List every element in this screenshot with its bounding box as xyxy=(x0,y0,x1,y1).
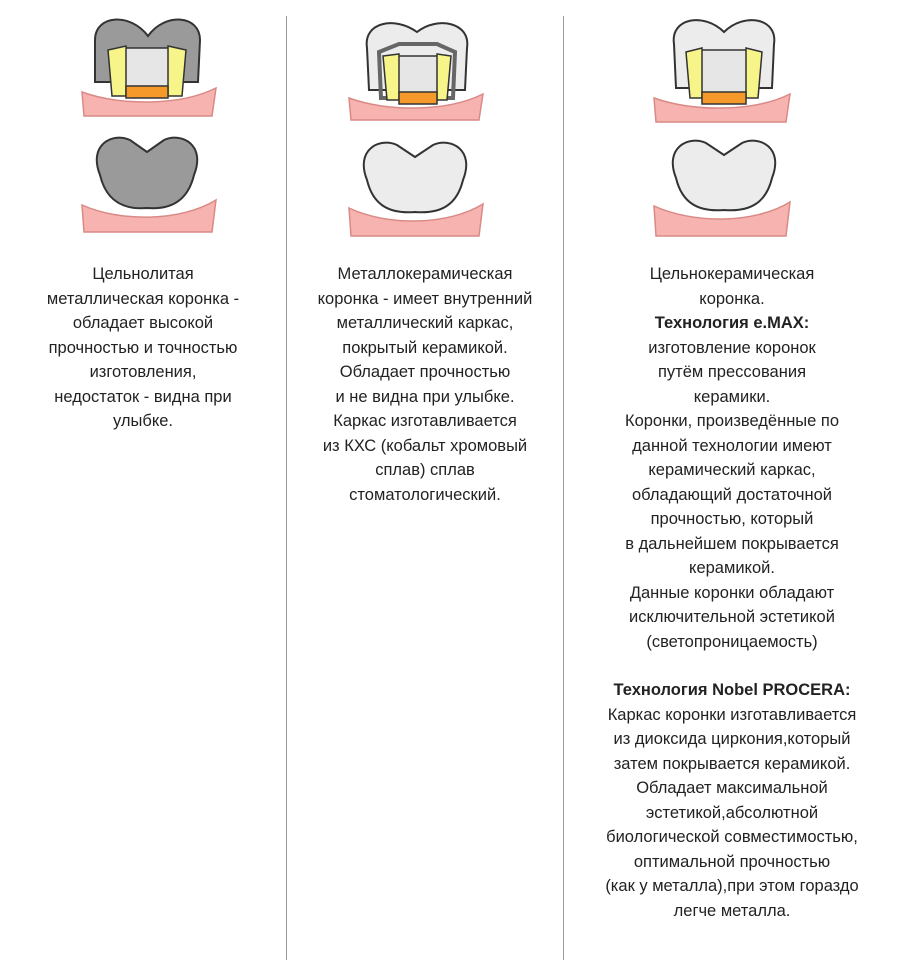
description-line: Металлокерамическая xyxy=(337,265,513,283)
description-line: оптимальной прочностью xyxy=(633,852,831,871)
description-line: стоматологический. xyxy=(349,485,501,504)
description-line: металлическая коронка - xyxy=(46,289,240,308)
description-line: из КХС (кобальт хромовый xyxy=(322,436,528,455)
column-cast-metal xyxy=(0,0,286,960)
description-line: Каркас изготавливается xyxy=(333,412,517,430)
description-line: затем покрывается керамикой. xyxy=(613,754,851,773)
description-line: металлический каркас, xyxy=(336,314,514,332)
description-line: исключительной эстетикой xyxy=(629,608,835,626)
cast-metal-crown-illustration xyxy=(0,0,286,250)
description-line: Коронки, произведённые по xyxy=(624,412,840,430)
description-line: изготовления, xyxy=(89,363,197,381)
description-line: сплав) сплав xyxy=(375,461,475,479)
spacer xyxy=(564,654,900,678)
description-line: улыбке. xyxy=(113,412,173,430)
description-line: прочностью, который xyxy=(650,510,814,528)
procera-heading: Технология Nobel PROCERA: xyxy=(613,681,851,699)
description-line: Цельнолитая xyxy=(92,265,194,283)
description-line: (как у металла),при этом гораздо xyxy=(605,877,859,895)
description-line: керамический каркас, xyxy=(648,461,816,479)
metal-ceramic-crown-illustration xyxy=(287,0,563,250)
all-ceramic-description xyxy=(564,262,900,923)
description-line: Цельнокерамическая xyxy=(649,265,815,283)
description-line: биологической совместимостью, xyxy=(606,828,858,846)
description-line: Обладает максимальной xyxy=(636,779,828,797)
cast-metal-crown-section xyxy=(82,20,216,116)
description-line: коронка. xyxy=(699,289,765,308)
description-line: прочностью и точностью xyxy=(48,338,238,357)
cast-metal-description xyxy=(0,262,286,434)
cast-metal-crown-exterior xyxy=(82,138,216,232)
all-ceramic-crown-illustration xyxy=(564,0,900,250)
description-line: недостаток - видна при xyxy=(54,387,232,406)
all-ceramic-crown-exterior xyxy=(654,141,790,236)
description-line: Данные коронки обладают xyxy=(629,583,835,602)
description-line: покрытый керамикой. xyxy=(342,338,508,357)
description-line: (светопроницаемость) xyxy=(646,632,818,651)
metal-ceramic-crown-exterior xyxy=(349,143,483,236)
description-line: данной технологии имеют xyxy=(632,436,832,455)
all-ceramic-crown-section xyxy=(654,20,790,122)
description-line: изготовление коронок xyxy=(648,338,816,357)
description-line: легче металла. xyxy=(673,901,791,920)
description-line: Обладает прочностью xyxy=(339,363,511,381)
metal-ceramic-description xyxy=(287,262,563,507)
description-line: в дальнейшем покрывается xyxy=(625,534,839,553)
description-line: путём прессования xyxy=(657,363,807,381)
column-metal-ceramic xyxy=(287,0,563,960)
description-line: из диоксида циркония,который xyxy=(613,730,851,748)
description-line: обладающий достаточной xyxy=(632,485,832,504)
description-line: керамикой. xyxy=(689,559,775,577)
description-line: коронка - имеет внутренний xyxy=(317,289,533,308)
column-all-ceramic xyxy=(564,0,900,960)
emax-heading: Технология e.MAX: xyxy=(654,314,810,332)
description-line: Каркас коронки изготавливается xyxy=(607,705,857,724)
description-line: и не видна при улыбке. xyxy=(335,387,515,406)
description-line: эстетикой,абсолютной xyxy=(645,803,819,822)
metal-ceramic-crown-section xyxy=(349,23,483,120)
description-line: обладает высокой xyxy=(72,314,214,332)
description-line: керамики. xyxy=(693,387,771,406)
